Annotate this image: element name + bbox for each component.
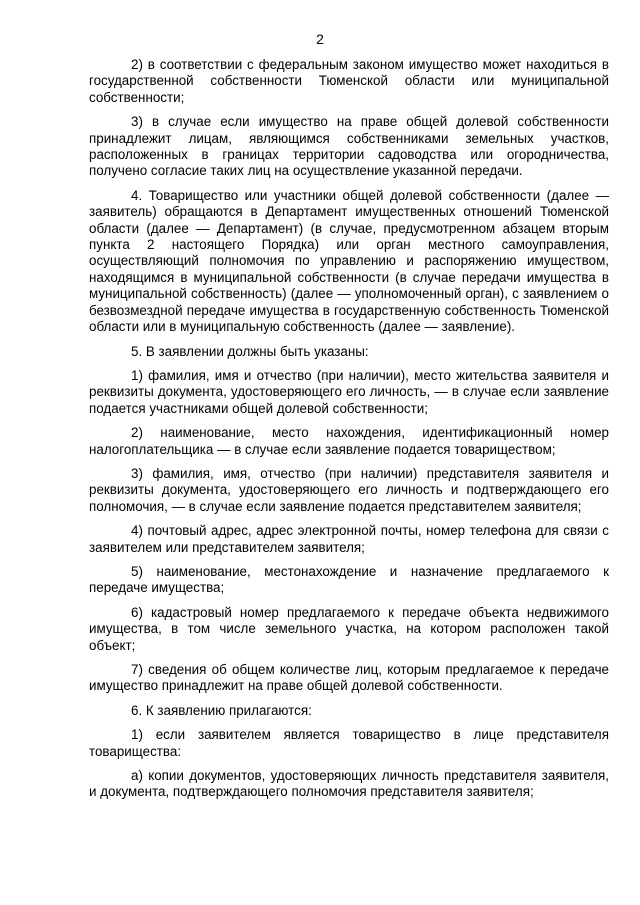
paragraph-clause-5-heading: 5. В заявлении должны быть указаны:	[131, 343, 369, 359]
paragraph-clause-5-item-2: 2) наименование, место нахождения, идентификационный номер налогоплательщика — в случае если заявление подается товариществом;	[89, 425, 609, 457]
paragraph-clause-4-applicant: 4. Товарищество или участники общей долевой собственности (далее — заявитель) обращаются в Департамент имущественных отношений Тюменской области (далее — Департамент) (в случае, предусмотренном абзацем вторым пункта 2 настоящего Порядка) или орган местного самоуправления, осуществляющий полномочия по управлению и распоряжению имуществом, находящимся в муниципальной собственности (в случае передачи имущества в муниципальной собственность) (далее — уполномоченный орган), с заявлением о безвозмездной передаче имущества в государственную собственность Тюменской области или в муниципальную собственность (далее — заявление).	[89, 187, 609, 335]
paragraph-clause-5-item-7: 7) сведения об общем количестве лиц, которым предлагаемое к передаче имущество принадлежит на праве общей долевой собственности.	[89, 662, 609, 694]
paragraph-clause-6-item-1: 1) если заявителем является товарищество в лице представителя товарищества:	[89, 727, 609, 759]
document-body	[89, 57, 609, 809]
paragraph-clause-5-item-5: 5) наименование, местонахождение и назначение предлагаемого к передаче имущества;	[89, 563, 609, 596]
page-number: 2	[316, 31, 324, 47]
paragraph-item-3-owner-consent: 3) в случае если имущество на праве общей долевой собственности принадлежит лицам, являющимся собственниками земельных участков, расположенных в границах территории садоводства или огородничества, получено согласие таких лиц на осуществление указанной передачи.	[89, 114, 609, 179]
paragraph-clause-6-item-1a: а) копии документов, удостоверяющих личность представителя заявителя, и документа, подтверждающего полномочия представителя заявителя;	[89, 768, 609, 800]
paragraph-clause-5-item-3: 3) фамилия, имя, отчество (при наличии) представителя заявителя и реквизиты документа, удостоверяющего его личность и подтверждающего его полномочия, — в случае если заявление подается представителем заявителя;	[89, 465, 609, 514]
paragraph-clause-6-heading: 6. К заявлению прилагаются:	[131, 702, 312, 718]
paragraph-clause-5-item-1: 1) фамилия, имя и отчество (при наличии), место жительства заявителя и реквизиты документа, удостоверяющего его личность, — в случае если заявление подается участниками общей долевой собственности;	[89, 367, 609, 416]
paragraph-clause-5-item-6: 6) кадастровый номер предлагаемого к передаче объекта недвижимого имущества, в том числе земельного участка, на котором расположен такой объект;	[89, 604, 609, 653]
paragraph-clause-5-item-4: 4) почтовый адрес, адрес электронной почты, номер телефона для связи с заявителем или представителем заявителя;	[89, 523, 609, 555]
paragraph-item-2-state-ownership: 2) в соответствии с федеральным законом имущество может находиться в государственной собственности Тюменской области или муниципальной собственности;	[89, 57, 609, 105]
